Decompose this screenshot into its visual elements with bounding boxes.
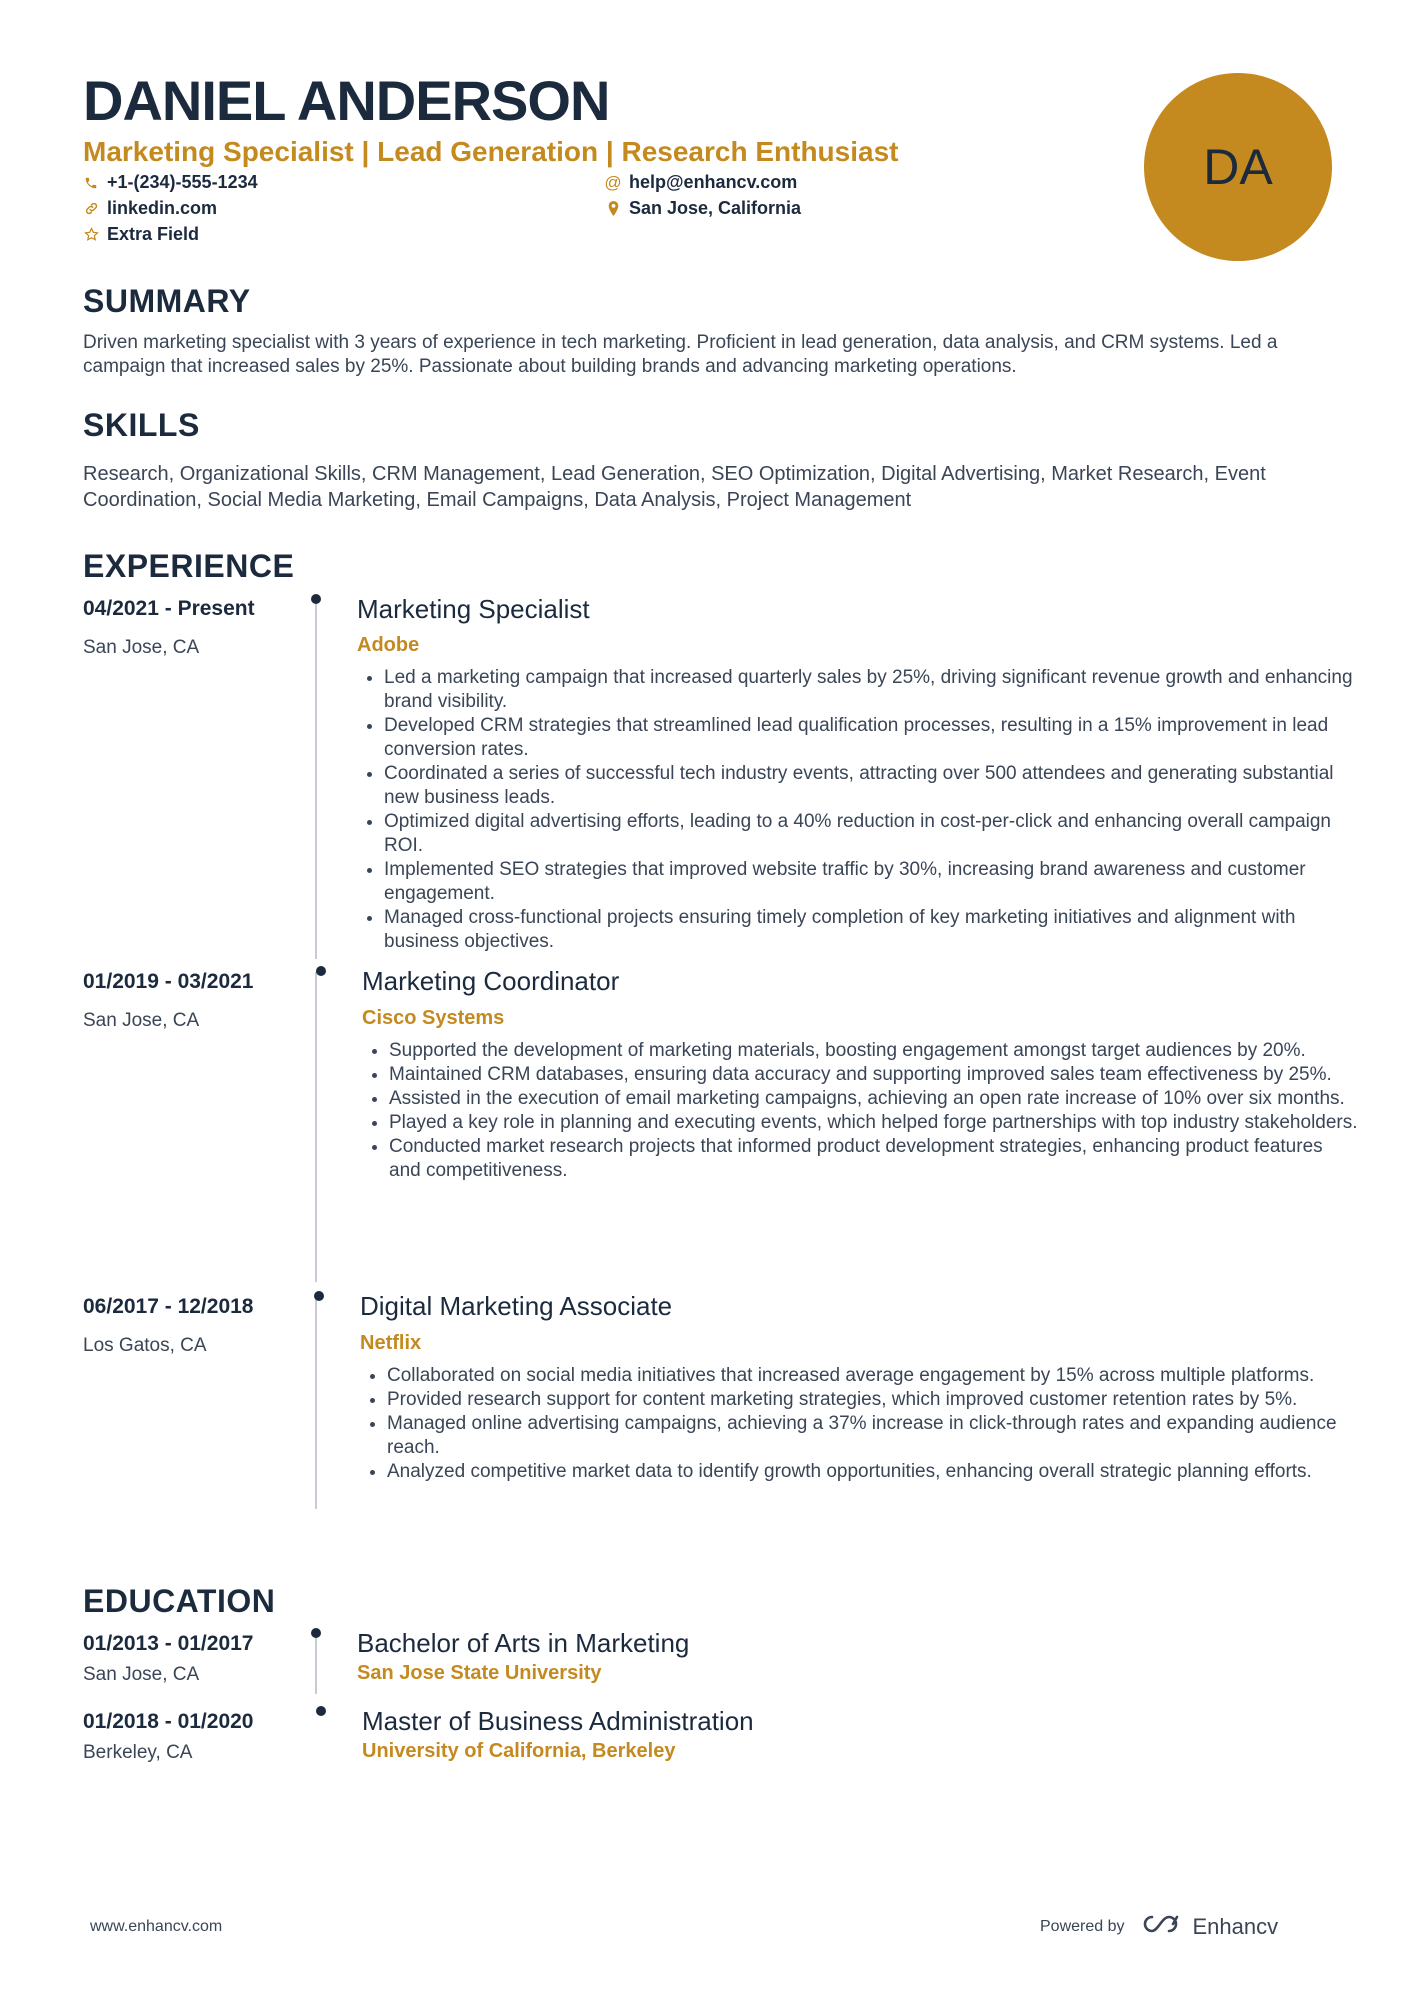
experience-1-bullets [360, 666, 1359, 954]
phone-icon [83, 175, 99, 191]
experience-3-company: Netflix [360, 1332, 422, 1354]
contact-extra-text: Extra Field [107, 224, 200, 244]
contact-extra-field [83, 224, 199, 245]
experience-2-location: San Jose, CA [83, 1010, 200, 1031]
enhancv-logo [1139, 1912, 1279, 1942]
at-icon: @ [604, 172, 622, 192]
experience-2-role: Marketing Coordinator [362, 966, 620, 996]
contact-phone-text: +1-(234)-555-1234 [107, 172, 258, 192]
list-item: • Optimized digital advertising efforts, leading to a 40% reduction in cost-per-click and enhancing overall campaign ROI. [384, 810, 1359, 858]
timeline-line [315, 599, 317, 959]
list-item: • Analyzed competitive market data to identify growth opportunities, enhancing overall strategic planning efforts. [387, 1460, 1359, 1484]
education-1-location: San Jose, CA [83, 1664, 200, 1685]
star-icon [83, 227, 99, 243]
education-2-degree: Master of Business Administration [362, 1706, 754, 1736]
contact-phone[interactable] [83, 172, 258, 193]
candidate-name: DANIEL ANDERSON [83, 69, 610, 132]
list-item: • Developed CRM strategies that streamlined lead qualification processes, resulting in a 15% improvement in lead conversion rates. [384, 714, 1359, 762]
list-item: • Maintained CRM databases, ensuring data accuracy and supporting improved sales team effectiveness by 25%. [389, 1063, 1359, 1087]
education-heading: EDUCATION [83, 1583, 276, 1619]
skills-heading: SKILLS [83, 407, 200, 443]
footer-powered-by[interactable] [1040, 1912, 1278, 1942]
list-item: • Managed online advertising campaigns, achieving a 37% increase in click-through rates and expanding audience reach. [387, 1412, 1359, 1460]
contact-location-text: San Jose, California [629, 198, 802, 218]
education-2-school: University of California, Berkeley [362, 1740, 676, 1762]
avatar [1144, 73, 1332, 261]
education-1-school: San Jose State University [357, 1662, 602, 1684]
footer-website[interactable]: www.enhancv.com [90, 1918, 223, 1935]
list-item: • Assisted in the execution of email marketing campaigns, achieving an open rate increase of 10% over six months. [389, 1087, 1359, 1111]
experience-1-location: San Jose, CA [83, 637, 200, 658]
skills-text: Research, Organizational Skills, CRM Management, Lead Generation, SEO Optimization, Digital Advertising, Market Research, Event Coordination, Social Media Marketing, Email Campaigns, Data Analysis, Project Management [83, 463, 1266, 511]
list-item: • Implemented SEO strategies that improved website traffic by 30%, increasing brand awareness and customer engagement. [384, 858, 1359, 906]
experience-3-dates: 06/2017 - 12/2018 [83, 1295, 254, 1318]
contact-location [605, 198, 801, 219]
education-2-dates: 01/2018 - 01/2020 [83, 1710, 254, 1733]
experience-1-company: Adobe [357, 634, 420, 656]
contact-linkedin-text: linkedin.com [107, 198, 218, 218]
list-item: • Managed cross-functional projects ensuring timely completion of key marketing initiatives and alignment with business objectives. [384, 906, 1359, 954]
list-item: • Provided research support for content marketing strategies, which improved customer retention rates by 5%. [387, 1388, 1359, 1412]
education-2-location: Berkeley, CA [83, 1742, 193, 1763]
timeline-dot [316, 1706, 326, 1716]
infinity-logo-icon [1139, 1912, 1187, 1942]
timeline-dot [316, 966, 326, 976]
list-item: • Played a key role in planning and executing events, which helped forge partnerships with top industry stakeholders. [389, 1111, 1359, 1135]
location-pin-icon [605, 201, 621, 217]
summary-text: Driven marketing specialist with 3 years of experience in tech marketing. Proficient in lead generation, data analysis, and CRM systems. Led a campaign that increased sales by 25%. Passionate about building brands and advancing marketing operations. [83, 332, 1278, 377]
link-icon [83, 201, 99, 217]
experience-2-dates: 01/2019 - 03/2021 [83, 970, 254, 993]
timeline-line [315, 972, 317, 1282]
timeline-line [315, 1634, 317, 1694]
timeline-dot [314, 1291, 324, 1301]
contact-email[interactable] [605, 172, 797, 193]
experience-2-bullets [365, 1039, 1359, 1183]
contact-linkedin[interactable] [83, 198, 217, 219]
powered-by-label: Powered by [1040, 1918, 1125, 1935]
timeline-line [315, 1297, 317, 1509]
avatar-initials: DA [1203, 139, 1273, 195]
list-item: • Coordinated a series of successful tech industry events, attracting over 500 attendees and generating substantial new business leads. [384, 762, 1359, 810]
list-item: • Supported the development of marketing materials, boosting engagement amongst target audiences by 20%. [389, 1039, 1359, 1063]
contact-email-text: help@enhancv.com [629, 172, 798, 192]
timeline-dot [311, 1628, 321, 1638]
experience-heading: EXPERIENCE [83, 548, 295, 584]
experience-3-bullets [363, 1364, 1359, 1484]
list-item: • Led a marketing campaign that increased quarterly sales by 25%, driving significant revenue growth and enhancing brand visibility. [384, 666, 1359, 714]
experience-2-company: Cisco Systems [362, 1007, 505, 1029]
education-1-degree: Bachelor of Arts in Marketing [357, 1628, 690, 1658]
education-1-dates: 01/2013 - 01/2017 [83, 1632, 254, 1655]
list-item: • Conducted market research projects that informed product development strategies, enhancing product features and competitiveness. [389, 1135, 1359, 1183]
experience-3-role: Digital Marketing Associate [360, 1291, 673, 1321]
enhancv-logo-text: Enhancv [1192, 1914, 1279, 1939]
list-item: • Collaborated on social media initiatives that increased average engagement by 15% across multiple platforms. [387, 1364, 1359, 1388]
summary-heading: SUMMARY [83, 283, 251, 319]
experience-1-role: Marketing Specialist [357, 594, 590, 624]
experience-3-location: Los Gatos, CA [83, 1335, 207, 1356]
experience-1-dates: 04/2021 - Present [83, 597, 255, 620]
timeline-dot [311, 594, 321, 604]
candidate-headline: Marketing Specialist | Lead Generation | Research Enthusiast [83, 136, 899, 167]
